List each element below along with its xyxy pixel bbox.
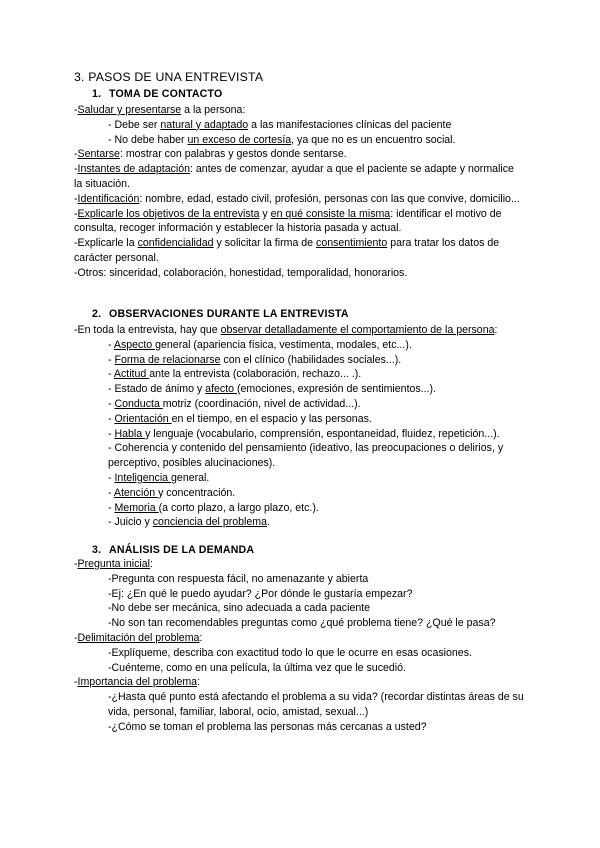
section-3-body	[74, 557, 524, 735]
section-1-number: 1.	[92, 88, 102, 100]
section-3-title: ANÁLISIS DE LA DEMANDA	[109, 544, 255, 556]
s2-intro: -En toda la entrevista, hay que observar detalladamente el comportamiento de la persona:	[74, 324, 498, 336]
list-item: - Estado de ánimo y afecto (emociones, expresión de sentimientos...).	[108, 383, 437, 396]
list-item: -Pregunta con respuesta fácil, no amenazante y abierta	[108, 572, 369, 585]
list-item: -Ej: ¿En qué le puedo ayudar? ¿Por dónde le gustaría empezar?	[108, 587, 413, 600]
s1-line-identification: -Identificación: nombre, edad, estado civil, profesión, personas con las que convive, domicilio...	[74, 192, 520, 205]
section-3-number: 3.	[92, 544, 102, 556]
list-item: - Conducta motriz (coordinación, nivel de actividad...).	[108, 397, 361, 410]
s1-line-confidentiality: -Explicarle la confidencialidad y solicitar la firma de consentimiento para tratar los datos de carácter personal.	[74, 237, 500, 264]
list-item: -¿Hasta qué punto está afectando el problema a su vida? (recordar distintas áreas de su vida, personal, familiar, laboral, ocio, amistad, sexual...)	[108, 691, 524, 718]
list-item: - Atención y concentración.	[108, 486, 236, 499]
list-item: -¿Cómo se toman el problema las personas más cercanas a usted?	[108, 720, 427, 733]
section-2-body	[74, 323, 524, 530]
document-title: 3. PASOS DE UNA ENTREVISTA	[74, 70, 264, 84]
s1-line-natural: - Debe ser natural y adaptado a las manifestaciones clínicas del paciente	[108, 118, 452, 131]
list-item: - Memoria (a corto plazo, a largo plazo, etc.).	[108, 501, 319, 514]
s1-line-adaptation: -Instantes de adaptación: antes de comenzar, ayudar a que el paciente se adapte y normalice la situación.	[74, 163, 514, 190]
section-1-heading	[92, 87, 222, 102]
section-3-heading	[92, 543, 254, 558]
section-2-heading	[92, 307, 349, 322]
list-item: - Forma de relacionarse con el clínico (habilidades sociales...).	[108, 353, 402, 366]
s1-line-objectives: -Explicarle los objetivos de la entrevista y en qué consiste la misma: identificar el motivo de consulta, recoger información y establecer la historia pasada y actual.	[74, 207, 502, 235]
list-item: - Orientación en el tiempo, en el espacio y las personas.	[108, 412, 372, 425]
s3-problem-importance: -Importancia del problema:	[74, 676, 201, 689]
s1-line-greeting: -Saludar y presentarse a la persona:	[74, 104, 246, 116]
list-item: - Habla y lenguaje (vocabulario, comprensión, espontaneidad, fluidez, repetición...).	[108, 427, 500, 440]
list-item: -No son tan recomendables preguntas como ¿qué problema tiene? ¿Qué le pasa?	[108, 617, 496, 630]
s3-initial-question: -Pregunta inicial:	[74, 558, 153, 570]
s1-line-courtesy: - No debe haber un exceso de cortesía, ya que no es un encuentro social.	[108, 133, 456, 146]
list-item: -Cuénteme, como en una película, la última vez que le sucedió.	[108, 661, 406, 674]
list-item: - Inteligencia general.	[108, 471, 210, 484]
list-item: - Aspecto general (apariencia física, vestimenta, modales, etc...).	[108, 338, 412, 351]
list-item: -Explíqueme, describa con exactitud todo lo que le ocurre en esas ocasiones.	[108, 646, 472, 659]
section-2-number: 2.	[92, 308, 102, 320]
section-1-title: TOMA DE CONTACTO	[109, 88, 223, 100]
section-2-title: OBSERVACIONES DURANTE LA ENTREVISTA	[109, 308, 349, 320]
list-item: - Actitud ante la entrevista (colaboración, rechazo... .).	[108, 368, 362, 381]
list-item: -No debe ser mecánica, sino adecuada a cada paciente	[108, 602, 371, 615]
list-item: - Juicio y conciencia del problema.	[108, 516, 270, 529]
s3-problem-delimitation: -Delimitación del problema:	[74, 631, 203, 644]
section-1-body	[74, 103, 524, 281]
s1-line-sit: -Sentarse: mostrar con palabras y gestos donde sentarse.	[74, 148, 347, 161]
list-item: - Coherencia y contenido del pensamiento (ideativo, las preocupaciones o delirios, y perceptivo, posibles alucinaciones).	[108, 442, 504, 470]
s1-line-others: -Otros: sinceridad, colaboración, honestidad, temporalidad, honorarios.	[74, 266, 408, 279]
